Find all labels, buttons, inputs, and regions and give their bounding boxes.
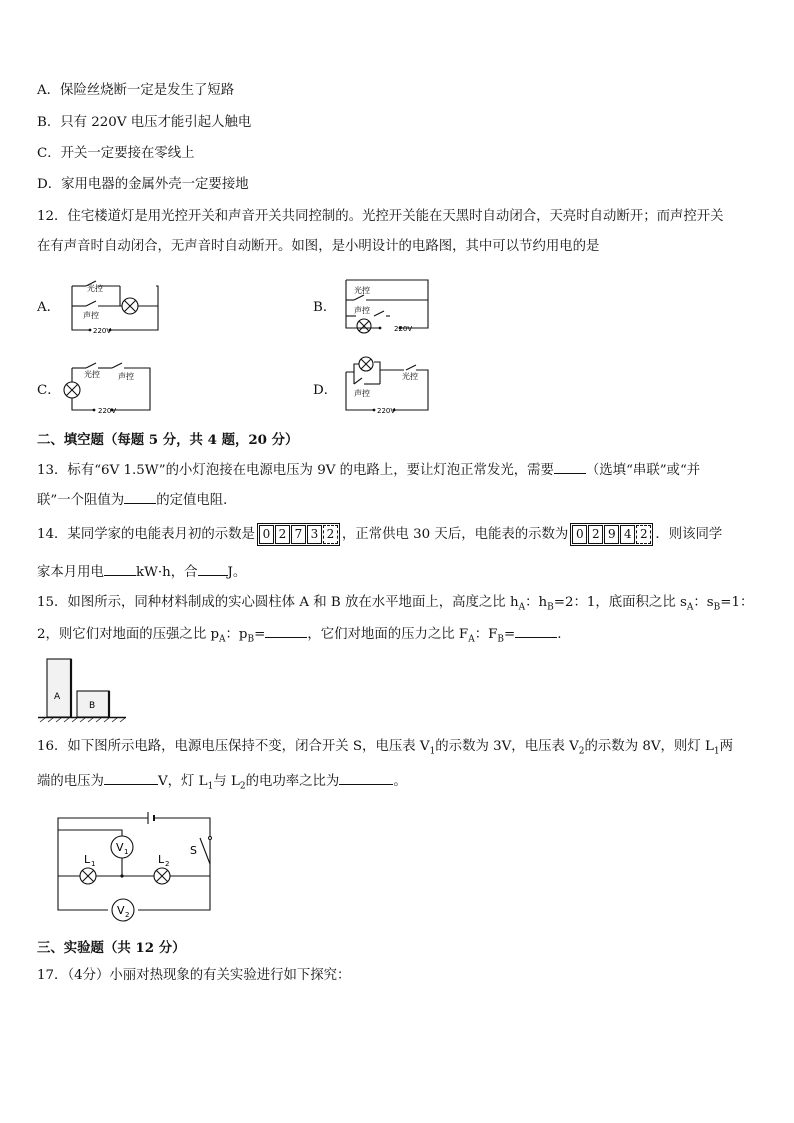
subscript: 2 [578,746,585,757]
q16-blank-2[interactable] [339,770,393,785]
q15-blank-2[interactable] [515,623,557,638]
meter-reading-end [570,523,653,546]
q14-text-2: ，正常供电 30 天后，电能表的示数为 [341,527,569,542]
meter-reading-start [257,523,340,546]
q15-line-1 [37,593,753,618]
q16-blank-1[interactable] [104,770,158,785]
q14-blank-2[interactable] [198,561,228,576]
label-voltage-c: 220V [98,407,117,415]
q12-option-d-label: D． [313,383,338,398]
meter-digit: 9 [604,525,619,544]
meter-digit: 0 [259,525,274,544]
q15-text-7: ：p [225,627,248,642]
meter-digit: 7 [291,525,306,544]
q13-text-3: 联”一个阻值为 [37,493,125,508]
q13-line-2 [37,489,237,511]
q12-circuit-d [340,352,436,418]
q13-line-1 [37,459,700,481]
cylinder-a-label: A [54,692,61,702]
q14-text-4: 家本月用电 [37,565,104,580]
q16-text-4: 两 [719,739,733,754]
q14-text-5: kW·h，合 [135,565,198,580]
q12-option-a-label: A． [37,300,61,315]
subscript-b: B [547,602,554,613]
cylinder-a [47,659,71,717]
q14-text-1: 14．某同学家的电能表月初的示数是 [37,527,255,542]
label-sound-switch-c: 声控 [118,372,134,381]
l2-label-sub: 2 [165,860,170,868]
switch-label: S [190,844,197,857]
q15-text-8: = [254,627,266,642]
meter-digit: 0 [572,525,587,544]
q15-text-12: . [557,627,562,642]
q15-text-2: ：h [525,595,548,610]
meter-digit-decimal: 2 [323,525,338,544]
q14-blank-1[interactable] [104,561,136,576]
v2-label: V [117,904,125,917]
section-3-heading: 三、实验题（共 12 分） [37,940,186,956]
label-voltage-d: 220V [377,407,396,415]
meter-digit: 4 [620,525,635,544]
switch-s [200,838,210,864]
q15-line-2 [37,623,562,650]
subscript-b: B [497,634,505,645]
q14-text-6: J。 [227,565,247,580]
l1-label-sub: 1 [91,860,96,868]
q14-text-3: ．则该同学 [655,527,723,542]
meter-digit: 2 [588,525,603,544]
subscript: 1 [207,781,214,792]
subscript-a: A [686,602,694,613]
q16-text-6: V，灯 L [157,774,208,789]
q15-text-1: 15．如图所示，同种材料制成的实心圆柱体 A 和 B 放在水平地面上，高度之比 h [37,595,519,610]
meter-digit: 2 [275,525,290,544]
q12-circuit-c [62,360,158,418]
q11-option-a: A．保险丝烧断一定是发生了短路 [37,83,235,98]
label-sound-switch-a: 声控 [83,311,99,320]
section-2-heading: 二、填空题（每题 5 分，共 4 题，20 分） [37,432,299,448]
q15-text-11: = [504,627,516,642]
meter-digit-decimal: 2 [636,525,651,544]
meter-digit: 3 [307,525,322,544]
subscript-b: B [247,634,255,645]
subscript: 2 [239,781,246,792]
subscript-a: A [468,634,475,645]
label-sound-switch-d: 声控 [354,389,370,398]
q13-text-4: 的定值电阻． [156,493,237,508]
l2-label: L [158,853,165,866]
q16-text-3: 的示数为 8V，则灯 L [584,739,714,754]
subscript: 1 [713,746,720,757]
q13-text-2: （选填“串联”或“并 [585,463,701,478]
q13-blank-2[interactable] [124,489,156,504]
q12-line-1: 12．住宅楼道灯是用光控开关和声音开关共同控制的。光控开关能在天黑时自动闭合，天亮时自动断开；而声控开关 [37,209,724,224]
q16-text-9: 。 [393,774,407,789]
subscript-a: A [518,602,526,613]
l1-label: L [84,853,91,866]
q13-blank-1[interactable] [554,459,586,474]
q15-text-6: 2，则它们对地面的压强之比 p [37,627,220,642]
q15-text-5: =1： [720,595,754,610]
q16-text-7: 与 L [213,774,240,789]
q15-text-9: ，它们对地面的压力之比 F [307,627,469,642]
label-light-switch-b: 光控 [354,286,370,295]
label-voltage-a: 220V [93,327,112,335]
q12-option-c-label: C． [37,383,61,398]
q13-text-1: 13．标有“6V 1.5W”的小灯泡接在电源电压为 9V 的电路上，要让灯泡正常发光，需要 [37,463,554,478]
subscript: 1 [429,746,436,757]
q12-circuit-a [66,278,162,336]
q16-circuit-figure [52,808,222,926]
q14-line-1 [37,523,722,546]
subscript-b: B [713,602,721,613]
label-light-switch-c: 光控 [84,370,100,379]
q11-option-b: B．只有 220V 电压才能引起人触电 [37,115,252,130]
q16-text-2: 的示数为 3V，电压表 V [435,739,579,754]
q11-option-c: C．开关一定要接在零线上 [37,146,195,161]
q11-option-d: D．家用电器的金属外壳一定要接地 [37,177,249,192]
q16-line-1 [37,737,733,762]
q14-line-2 [37,561,246,583]
q15-text-10: ：F [474,627,498,642]
v1-label-sub: 1 [124,848,129,856]
q16-text-8: 的电功率之比为 [245,774,340,789]
q16-text-5: 端的电压为 [37,774,104,789]
q17-line: 17．（4分）小丽对热现象的有关实验进行如下探究： [37,968,351,983]
q12-line-2: 在有声音时自动闭合，无声音时自动断开。如图，是小明设计的电路图，其中可以节约用电的是 [37,239,600,254]
q15-text-3: =2：1，底面积之比 s [553,595,687,610]
q16-line-2 [37,770,407,797]
q15-blank-1[interactable] [265,623,307,638]
v1-label: V [116,841,124,854]
q15-cylinder-figure [36,655,128,723]
label-voltage-b: 220V [394,325,413,333]
cylinder-b-label: B [89,701,96,711]
q12-circuit-b [340,272,436,342]
label-light-switch-a: 光控 [87,284,103,293]
q15-text-4: ：s [693,595,714,610]
subscript-a: A [219,634,226,645]
v2-label-sub: 2 [125,911,130,919]
label-sound-switch-b: 声控 [354,306,370,315]
q16-text-1: 16．如下图所示电路，电源电压保持不变，闭合开关 S，电压表 V [37,739,430,754]
label-light-switch-d: 光控 [402,372,418,381]
q12-option-b-label: B． [313,300,337,315]
